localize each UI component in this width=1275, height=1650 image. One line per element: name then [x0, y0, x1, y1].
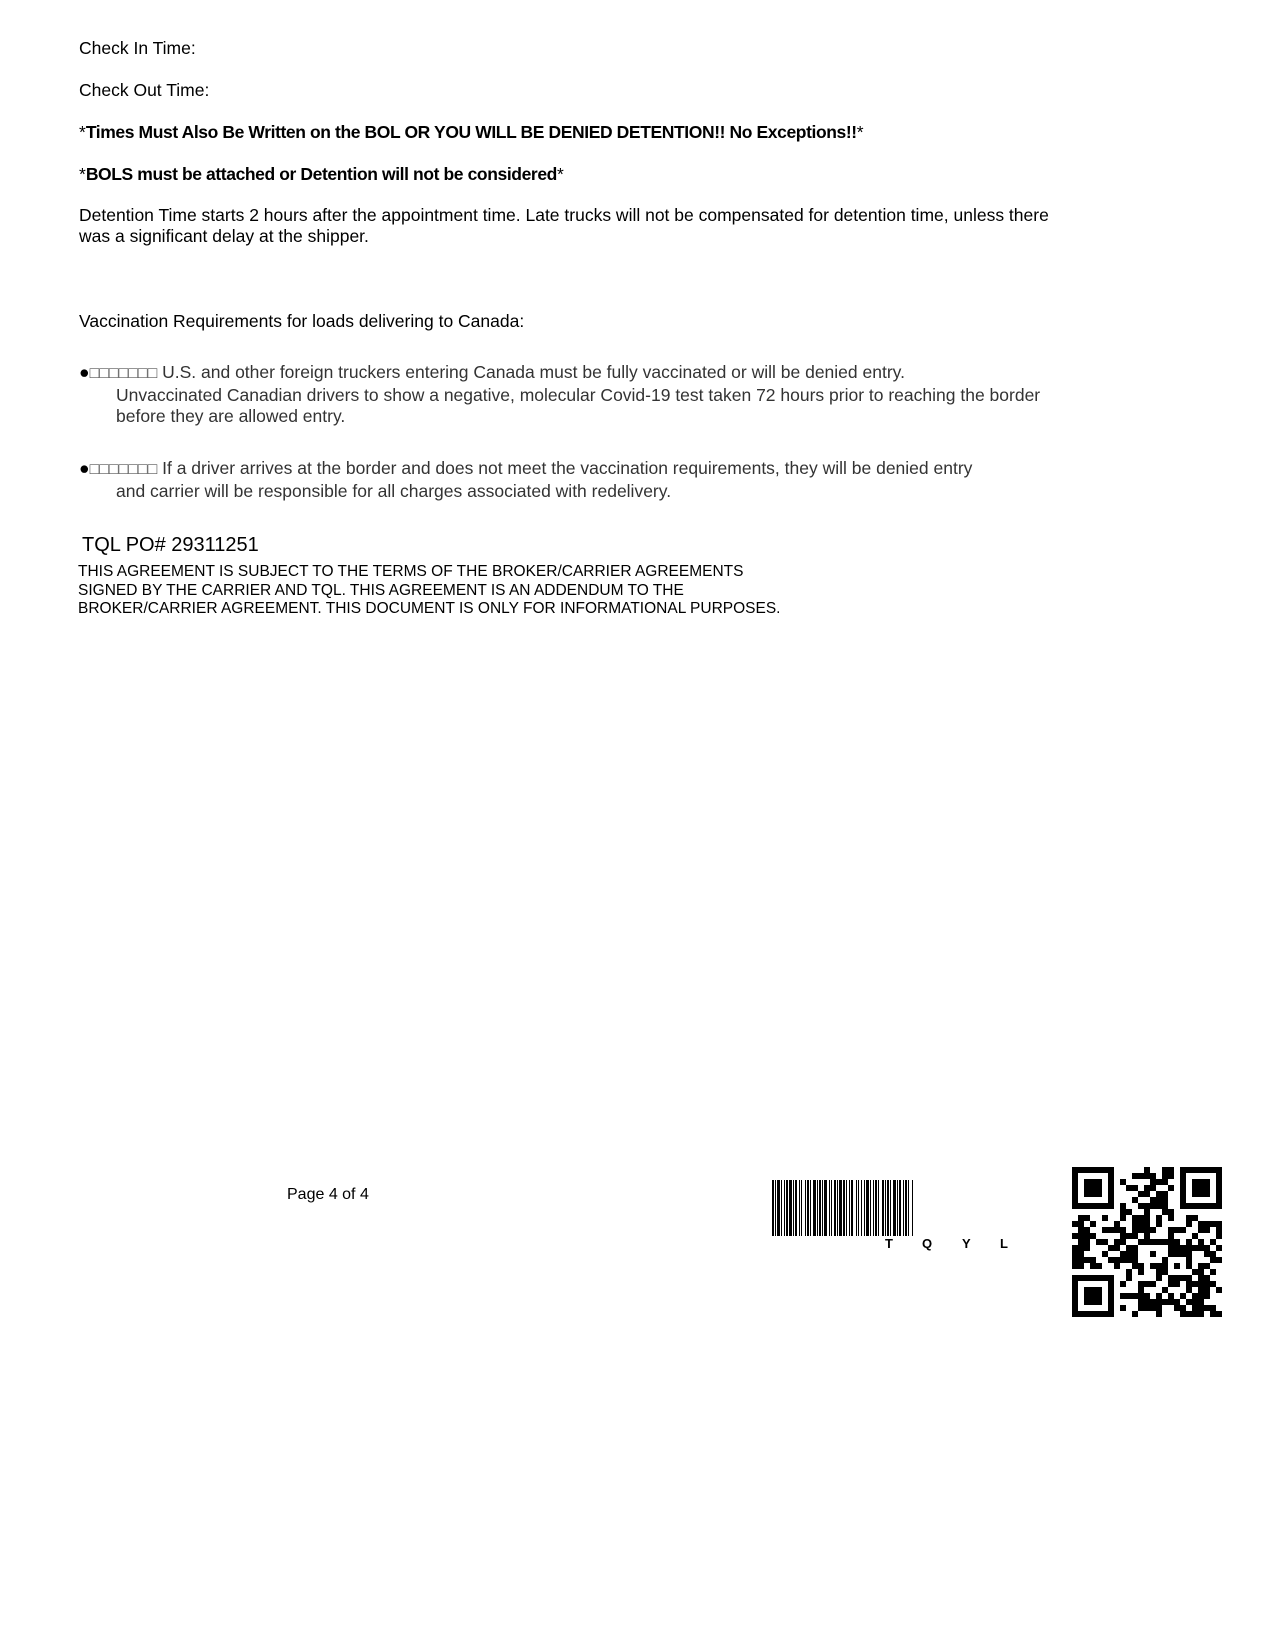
bols-suffix: * — [556, 164, 564, 184]
bols-warning — [79, 164, 564, 184]
check-out-label: Check Out Time: — [79, 80, 210, 100]
bullet-glyph: ● — [79, 458, 90, 478]
vaccination-bullet-1 — [79, 362, 1089, 428]
times-warning — [79, 122, 864, 142]
vaccination-bullet-2 — [79, 458, 1089, 502]
detention-paragraph: Detention Time starts 2 hours after the appointment time. Late trucks will not be compensated for detention time, unless there was a significant delay at the shipper. — [79, 205, 1049, 246]
bullet-1-first-line: U.S. and other foreign truckers entering Canada must be fully vaccinated or will be denied entry. — [162, 362, 905, 382]
times-suffix: * — [856, 122, 864, 142]
missing-glyph-boxes: □□□□□□□ — [89, 365, 158, 382]
barcode — [772, 1180, 1057, 1236]
times-prefix: * — [79, 122, 86, 142]
qr-code — [1072, 1167, 1222, 1317]
page-number: Page 4 of 4 — [287, 1186, 369, 1203]
vaccination-heading: Vaccination Requirements for loads delivering to Canada: — [79, 311, 525, 331]
po-number: TQL PO# 29311251 — [82, 534, 259, 556]
bullet-2-first-line: If a driver arrives at the border and does not meet the vaccination requirements, they will be denied entry — [162, 458, 973, 478]
times-warning-text: Times Must Also Be Written on the BOL OR YOU WILL BE DENIED DETENTION!! No Exceptions!! — [85, 122, 857, 142]
bullet-2-continuation: and carrier will be responsible for all charges associated with redelivery. — [116, 480, 672, 501]
barcode-char: L — [1000, 1236, 1008, 1251]
check-in-label: Check In Time: — [79, 38, 196, 58]
bullet-1-continuation: Unvaccinated Canadian drivers to show a negative, molecular Covid-19 test taken 72 hours prior to reaching the border before they are allowed entry. — [116, 384, 1041, 426]
barcode-char: T — [885, 1236, 893, 1251]
missing-glyph-boxes: □□□□□□□ — [89, 461, 158, 478]
barcode-char: Q — [922, 1236, 933, 1251]
barcode-char: Y — [962, 1236, 971, 1251]
bullet-glyph: ● — [79, 362, 90, 382]
agreement-text: THIS AGREEMENT IS SUBJECT TO THE TERMS OF THE BROKER/CARRIER AGREEMENTS SIGNED BY THE CARRIER AND TQL. THIS AGREEMENT IS AN ADDENDUM TO THE BROKER/CARRIER AGREEMENT. THIS DOCUMENT IS ONLY FOR INFORMATIONAL PURPOSES. — [78, 563, 781, 617]
bols-warning-text: BOLS must be attached or Detention will not be considered — [85, 164, 557, 184]
bols-prefix: * — [79, 164, 86, 184]
